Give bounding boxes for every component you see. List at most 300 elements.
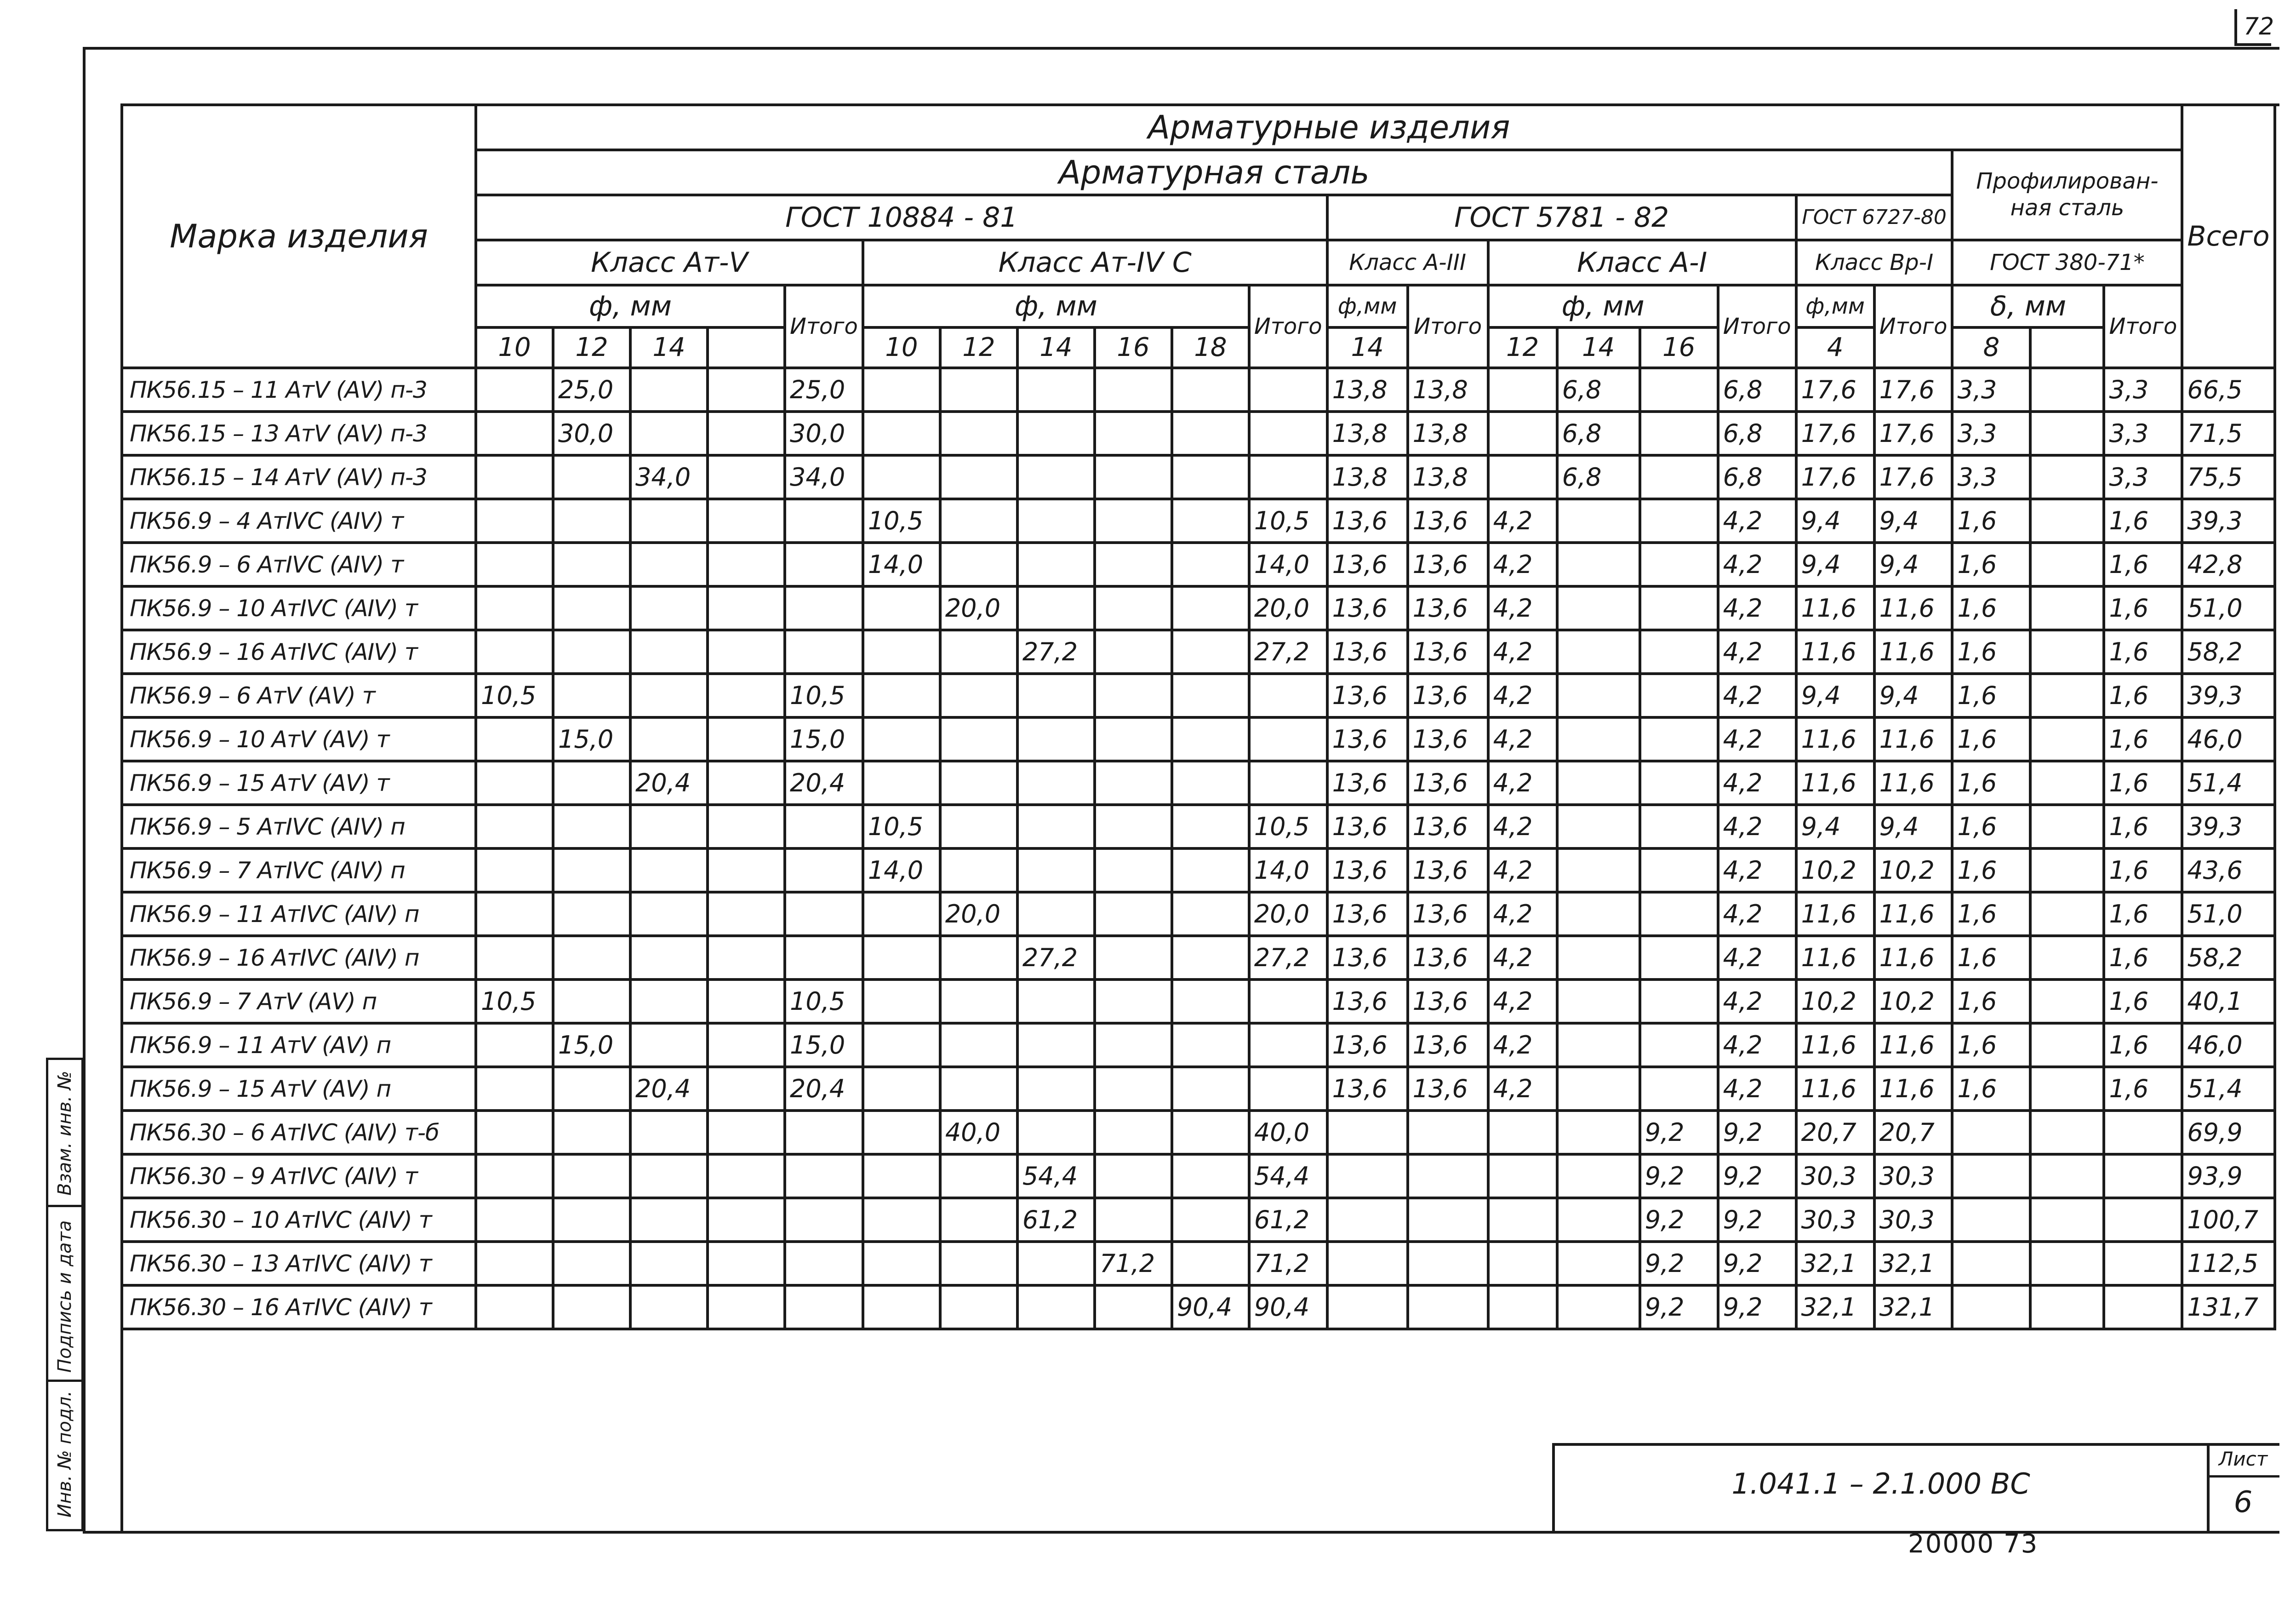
row-cell xyxy=(476,805,553,848)
header-d14-at5: 14 xyxy=(630,327,708,368)
row-cell: 27,2 xyxy=(1017,936,1095,979)
row-cell: 1,6 xyxy=(1952,761,2030,805)
sheet-separator xyxy=(2207,1475,2279,1478)
row-cell xyxy=(1488,412,1557,455)
row-cell xyxy=(1640,630,1718,674)
row-cell xyxy=(553,1111,630,1154)
row-cell xyxy=(708,1111,785,1154)
row-cell: 4,2 xyxy=(1488,630,1557,674)
header-d12-at4c: 12 xyxy=(940,327,1017,368)
row-cell: 13,6 xyxy=(1327,543,1408,586)
row-cell xyxy=(476,717,553,761)
row-cell xyxy=(1095,1154,1172,1198)
row-cell: 11,6 xyxy=(1796,630,1874,674)
row-cell xyxy=(2030,717,2104,761)
row-cell xyxy=(1488,1154,1557,1198)
header-phi-at5: ф, мм xyxy=(476,285,785,327)
row-cell: 11,6 xyxy=(1874,1067,1953,1111)
row-cell: 9,2 xyxy=(1718,1111,1796,1154)
row-cell: 51,4 xyxy=(2182,1067,2274,1111)
row-cell: 39,3 xyxy=(2182,499,2274,543)
row-cell xyxy=(708,455,785,499)
row-cell xyxy=(1172,1023,1249,1067)
row-cell: 9,2 xyxy=(1718,1198,1796,1242)
row-cell xyxy=(476,848,553,892)
header-d16-at4c: 16 xyxy=(1095,327,1172,368)
row-cell xyxy=(553,674,630,717)
row-cell xyxy=(476,1023,553,1067)
row-cell xyxy=(940,979,1017,1023)
row-cell xyxy=(785,1111,863,1154)
row-cell xyxy=(1952,1285,2030,1329)
row-cell: 100,7 xyxy=(2182,1198,2274,1242)
row-cell: 1,6 xyxy=(1952,543,2030,586)
row-cell xyxy=(1017,848,1095,892)
row-cell xyxy=(863,1285,940,1329)
row-mark: ПК56.9 – 11 АтV (АV) п xyxy=(122,1023,476,1067)
row-cell: 4,2 xyxy=(1718,892,1796,936)
row-cell xyxy=(708,1154,785,1198)
header-phi-vr1: ф,мм xyxy=(1796,285,1874,327)
row-cell xyxy=(1640,586,1718,630)
row-cell: 13,6 xyxy=(1327,1023,1408,1067)
row-cell xyxy=(1172,1111,1249,1154)
row-cell xyxy=(1640,1023,1718,1067)
row-mark: ПК56.9 – 4 АтIVС (АIV) т xyxy=(122,499,476,543)
row-cell: 1,6 xyxy=(2104,979,2182,1023)
row-cell xyxy=(553,892,630,936)
row-cell: 51,0 xyxy=(2182,586,2274,630)
row-cell: 131,7 xyxy=(2182,1285,2274,1329)
row-cell xyxy=(1557,1154,1640,1198)
row-cell xyxy=(1557,805,1640,848)
row-cell xyxy=(863,630,940,674)
row-cell xyxy=(1557,499,1640,543)
table-row xyxy=(122,936,2275,979)
row-cell xyxy=(630,586,708,630)
header-d14-a3: 14 xyxy=(1327,327,1408,368)
row-cell xyxy=(708,848,785,892)
row-cell xyxy=(1640,455,1718,499)
header-itogo-vr1: Итого xyxy=(1874,285,1953,368)
row-cell: 9,2 xyxy=(1640,1154,1718,1198)
row-cell xyxy=(553,1154,630,1198)
row-cell: 13,6 xyxy=(1408,499,1488,543)
row-cell xyxy=(1327,1154,1408,1198)
row-cell: 4,2 xyxy=(1488,499,1557,543)
row-cell xyxy=(940,1242,1017,1285)
row-cell: 6,8 xyxy=(1557,368,1640,412)
row-cell: 40,1 xyxy=(2182,979,2274,1023)
row-mark: ПК56.15 – 13 АтV (АV) п-3 xyxy=(122,412,476,455)
row-cell: 4,2 xyxy=(1488,1067,1557,1111)
row-cell xyxy=(553,543,630,586)
row-cell: 27,2 xyxy=(1249,936,1327,979)
sheet-number: 6 xyxy=(2233,1485,2253,1519)
row-cell xyxy=(940,674,1017,717)
row-cell xyxy=(1640,499,1718,543)
row-cell: 9,4 xyxy=(1796,674,1874,717)
row-cell xyxy=(2030,805,2104,848)
row-cell xyxy=(476,630,553,674)
row-cell xyxy=(1557,717,1640,761)
row-cell xyxy=(1095,674,1172,717)
row-cell xyxy=(553,979,630,1023)
row-cell xyxy=(1327,1111,1408,1154)
row-cell xyxy=(2030,1242,2104,1285)
row-cell: 4,2 xyxy=(1718,717,1796,761)
row-cell xyxy=(1172,1242,1249,1285)
row-cell xyxy=(1952,1242,2030,1285)
row-cell xyxy=(1408,1111,1488,1154)
row-cell xyxy=(708,368,785,412)
row-cell xyxy=(1249,455,1327,499)
row-cell xyxy=(553,1067,630,1111)
row-cell: 1,6 xyxy=(1952,892,2030,936)
row-cell xyxy=(476,1198,553,1242)
row-cell xyxy=(476,368,553,412)
header-d12-a1: 12 xyxy=(1488,327,1557,368)
row-cell xyxy=(1095,1111,1172,1154)
row-cell xyxy=(476,499,553,543)
header-class-a1: Класс А-I xyxy=(1488,240,1796,285)
row-cell xyxy=(1017,761,1095,805)
row-cell: 13,6 xyxy=(1327,586,1408,630)
row-cell: 9,2 xyxy=(1640,1242,1718,1285)
row-cell xyxy=(785,586,863,630)
row-cell xyxy=(1557,1067,1640,1111)
row-cell: 13,6 xyxy=(1327,717,1408,761)
margin-separator xyxy=(46,1380,84,1382)
row-cell: 17,6 xyxy=(1796,455,1874,499)
header-gost-380: ГОСТ 380-71* xyxy=(1952,240,2182,285)
row-cell xyxy=(1017,1111,1095,1154)
row-cell: 17,6 xyxy=(1874,455,1953,499)
row-cell xyxy=(2030,412,2104,455)
row-cell: 20,0 xyxy=(940,892,1017,936)
row-cell xyxy=(2030,848,2104,892)
row-cell: 20,0 xyxy=(940,586,1017,630)
row-cell xyxy=(630,1242,708,1285)
specification-table xyxy=(120,103,2276,1330)
row-cell: 1,6 xyxy=(1952,630,2030,674)
row-cell xyxy=(1172,1198,1249,1242)
row-cell: 9,4 xyxy=(1874,499,1953,543)
row-cell xyxy=(940,630,1017,674)
row-cell xyxy=(708,1023,785,1067)
row-cell xyxy=(553,848,630,892)
header-d12-at5: 12 xyxy=(553,327,630,368)
row-cell xyxy=(553,586,630,630)
row-cell: 11,6 xyxy=(1796,936,1874,979)
row-cell: 27,2 xyxy=(1017,630,1095,674)
header-class-a3: Класс А-III xyxy=(1327,240,1488,285)
row-cell xyxy=(1172,455,1249,499)
row-cell: 4,2 xyxy=(1718,936,1796,979)
row-cell: 1,6 xyxy=(2104,1067,2182,1111)
row-cell: 90,4 xyxy=(1249,1285,1327,1329)
row-cell xyxy=(1557,1023,1640,1067)
row-cell xyxy=(2030,455,2104,499)
row-cell: 30,3 xyxy=(1796,1198,1874,1242)
row-cell xyxy=(553,1285,630,1329)
row-cell xyxy=(1095,368,1172,412)
row-cell: 13,6 xyxy=(1408,543,1488,586)
row-cell xyxy=(553,1242,630,1285)
row-mark: ПК56.30 – 6 АтIVС (АIV) т-б xyxy=(122,1111,476,1154)
table-row xyxy=(122,368,2275,412)
row-mark: ПК56.30 – 9 АтIVС (АIV) т xyxy=(122,1154,476,1198)
row-cell xyxy=(1095,499,1172,543)
row-cell xyxy=(630,1023,708,1067)
row-cell: 13,6 xyxy=(1408,761,1488,805)
row-cell: 1,6 xyxy=(2104,892,2182,936)
row-cell xyxy=(1172,805,1249,848)
row-cell xyxy=(1249,674,1327,717)
row-cell: 1,6 xyxy=(2104,586,2182,630)
row-mark: ПК56.9 – 10 АтIVС (АIV) т xyxy=(122,586,476,630)
row-cell: 1,6 xyxy=(1952,1067,2030,1111)
header-vsego: Всего xyxy=(2182,105,2274,368)
row-cell xyxy=(2030,630,2104,674)
row-cell xyxy=(708,979,785,1023)
table-row xyxy=(122,674,2275,717)
row-cell xyxy=(630,892,708,936)
row-cell: 10,5 xyxy=(785,674,863,717)
row-cell xyxy=(1172,412,1249,455)
row-cell xyxy=(630,630,708,674)
row-cell xyxy=(2030,1198,2104,1242)
row-cell: 4,2 xyxy=(1488,761,1557,805)
row-cell xyxy=(1095,1023,1172,1067)
row-cell xyxy=(1557,892,1640,936)
row-cell xyxy=(1017,892,1095,936)
row-cell xyxy=(1172,848,1249,892)
header-blank-prof xyxy=(2030,327,2104,368)
row-cell: 1,6 xyxy=(2104,1023,2182,1067)
row-cell xyxy=(1017,455,1095,499)
row-cell: 20,4 xyxy=(785,1067,863,1111)
row-cell: 14,0 xyxy=(863,848,940,892)
row-cell xyxy=(708,1242,785,1285)
row-cell xyxy=(630,717,708,761)
row-cell: 1,6 xyxy=(1952,717,2030,761)
table-row xyxy=(122,499,2275,543)
row-cell xyxy=(1172,892,1249,936)
row-mark: ПК56.9 – 16 АтIVС (АIV) п xyxy=(122,936,476,979)
row-cell: 71,5 xyxy=(2182,412,2274,455)
row-cell: 58,2 xyxy=(2182,630,2274,674)
row-cell: 13,6 xyxy=(1327,1067,1408,1111)
row-cell: 17,6 xyxy=(1796,412,1874,455)
row-cell: 4,2 xyxy=(1488,892,1557,936)
row-cell xyxy=(708,892,785,936)
row-cell xyxy=(1095,455,1172,499)
table-row xyxy=(122,1198,2275,1242)
row-mark: ПК56.9 – 5 АтIVС (АIV) п xyxy=(122,805,476,848)
row-cell: 15,0 xyxy=(553,717,630,761)
row-cell xyxy=(1095,1067,1172,1111)
row-cell: 42,8 xyxy=(2182,543,2274,586)
row-cell: 4,2 xyxy=(1718,805,1796,848)
row-cell xyxy=(476,761,553,805)
row-cell: 3,3 xyxy=(2104,412,2182,455)
row-cell xyxy=(708,543,785,586)
row-cell: 10,5 xyxy=(785,979,863,1023)
row-cell xyxy=(1952,1111,2030,1154)
header-armaturnaya-stal: Арматурная сталь xyxy=(476,150,1952,195)
header-itogo-a1: Итого xyxy=(1718,285,1796,368)
row-cell: 6,8 xyxy=(1557,412,1640,455)
row-cell xyxy=(2104,1111,2182,1154)
row-cell xyxy=(863,1111,940,1154)
table-row xyxy=(122,630,2275,674)
row-cell: 10,5 xyxy=(476,674,553,717)
row-cell xyxy=(940,1285,1017,1329)
row-cell: 10,2 xyxy=(1874,848,1953,892)
row-mark: ПК56.9 – 16 АтIVС (АIV) т xyxy=(122,630,476,674)
row-cell: 40,0 xyxy=(940,1111,1017,1154)
table-row xyxy=(122,455,2275,499)
header-d8-prof: 8 xyxy=(1952,327,2030,368)
row-cell xyxy=(708,1198,785,1242)
row-cell xyxy=(476,455,553,499)
row-cell: 13,6 xyxy=(1327,848,1408,892)
row-cell xyxy=(1488,1111,1557,1154)
row-cell xyxy=(476,936,553,979)
row-cell xyxy=(1557,848,1640,892)
row-cell: 13,6 xyxy=(1327,892,1408,936)
page-number: 72 xyxy=(2244,13,2274,40)
row-cell xyxy=(476,1067,553,1111)
row-cell xyxy=(2030,543,2104,586)
row-cell xyxy=(1095,805,1172,848)
row-cell: 32,1 xyxy=(1874,1285,1953,1329)
row-cell: 11,6 xyxy=(1874,1023,1953,1067)
row-cell: 32,1 xyxy=(1796,1285,1874,1329)
header-itogo-at4c: Итого xyxy=(1249,285,1327,368)
row-cell xyxy=(1557,936,1640,979)
row-cell: 27,2 xyxy=(1249,630,1327,674)
row-cell: 6,8 xyxy=(1557,455,1640,499)
header-gost-6727: ГОСТ 6727-80 xyxy=(1796,195,1953,240)
row-cell xyxy=(863,892,940,936)
header-profil-stal: Профилирован-ная сталь xyxy=(1952,150,2182,240)
row-cell xyxy=(1952,1154,2030,1198)
row-cell xyxy=(1017,717,1095,761)
row-cell: 1,6 xyxy=(2104,630,2182,674)
header-phi-at4c: ф, мм xyxy=(863,285,1249,327)
header-itogo-at5: Итого xyxy=(785,285,863,368)
row-cell: 13,6 xyxy=(1408,805,1488,848)
row-cell: 30,3 xyxy=(1874,1154,1953,1198)
row-cell xyxy=(940,368,1017,412)
row-cell: 13,8 xyxy=(1327,455,1408,499)
row-cell: 3,3 xyxy=(1952,368,2030,412)
row-cell: 10,2 xyxy=(1796,848,1874,892)
row-cell: 11,6 xyxy=(1874,717,1953,761)
row-cell xyxy=(1249,717,1327,761)
row-cell: 51,0 xyxy=(2182,892,2274,936)
table-row xyxy=(122,1111,2275,1154)
row-cell xyxy=(785,1285,863,1329)
row-cell: 46,0 xyxy=(2182,717,2274,761)
row-cell: 9,4 xyxy=(1874,674,1953,717)
row-cell xyxy=(785,499,863,543)
row-cell xyxy=(630,1285,708,1329)
row-cell xyxy=(476,1242,553,1285)
row-cell xyxy=(863,717,940,761)
row-cell: 20,7 xyxy=(1874,1111,1953,1154)
row-cell: 1,6 xyxy=(2104,761,2182,805)
row-mark: ПК56.30 – 16 АтIVС (АIV) т xyxy=(122,1285,476,1329)
row-cell xyxy=(2030,979,2104,1023)
row-cell xyxy=(1327,1198,1408,1242)
row-cell xyxy=(863,586,940,630)
row-cell xyxy=(785,630,863,674)
row-cell xyxy=(1017,805,1095,848)
header-d14-at4c: 14 xyxy=(1017,327,1095,368)
row-cell: 4,2 xyxy=(1718,1023,1796,1067)
row-cell xyxy=(1640,848,1718,892)
row-cell xyxy=(2030,761,2104,805)
row-cell xyxy=(1640,1067,1718,1111)
row-cell xyxy=(863,1198,940,1242)
row-cell: 4,2 xyxy=(1718,674,1796,717)
row-cell: 58,2 xyxy=(2182,936,2274,979)
row-cell xyxy=(630,805,708,848)
row-cell: 71,2 xyxy=(1095,1242,1172,1285)
row-cell: 25,0 xyxy=(553,368,630,412)
row-cell: 10,5 xyxy=(1249,805,1327,848)
table-row xyxy=(122,1067,2275,1111)
row-cell xyxy=(1017,499,1095,543)
row-cell xyxy=(1017,979,1095,1023)
row-cell: 61,2 xyxy=(1249,1198,1327,1242)
header-d10-at5: 10 xyxy=(476,327,553,368)
row-cell xyxy=(476,892,553,936)
row-cell: 13,6 xyxy=(1408,848,1488,892)
row-cell: 14,0 xyxy=(1249,848,1327,892)
row-cell xyxy=(630,412,708,455)
row-cell: 13,6 xyxy=(1408,892,1488,936)
row-cell: 13,6 xyxy=(1408,630,1488,674)
table-row xyxy=(122,586,2275,630)
row-cell xyxy=(785,848,863,892)
row-cell: 4,2 xyxy=(1488,543,1557,586)
row-cell xyxy=(1249,1023,1327,1067)
row-cell: 39,3 xyxy=(2182,674,2274,717)
row-cell: 30,0 xyxy=(785,412,863,455)
row-cell xyxy=(708,761,785,805)
row-cell xyxy=(630,848,708,892)
row-cell: 6,8 xyxy=(1718,412,1796,455)
row-cell xyxy=(476,543,553,586)
row-cell: 112,5 xyxy=(2182,1242,2274,1285)
row-cell: 10,2 xyxy=(1796,979,1874,1023)
header-d14-a1: 14 xyxy=(1557,327,1640,368)
row-cell: 13,6 xyxy=(1408,717,1488,761)
row-cell xyxy=(630,368,708,412)
row-cell: 1,6 xyxy=(2104,499,2182,543)
margin-separator xyxy=(46,1205,84,1207)
row-cell: 1,6 xyxy=(1952,805,2030,848)
row-cell xyxy=(940,848,1017,892)
row-cell xyxy=(1249,412,1327,455)
row-cell xyxy=(785,805,863,848)
row-cell: 1,6 xyxy=(2104,674,2182,717)
row-cell: 71,2 xyxy=(1249,1242,1327,1285)
